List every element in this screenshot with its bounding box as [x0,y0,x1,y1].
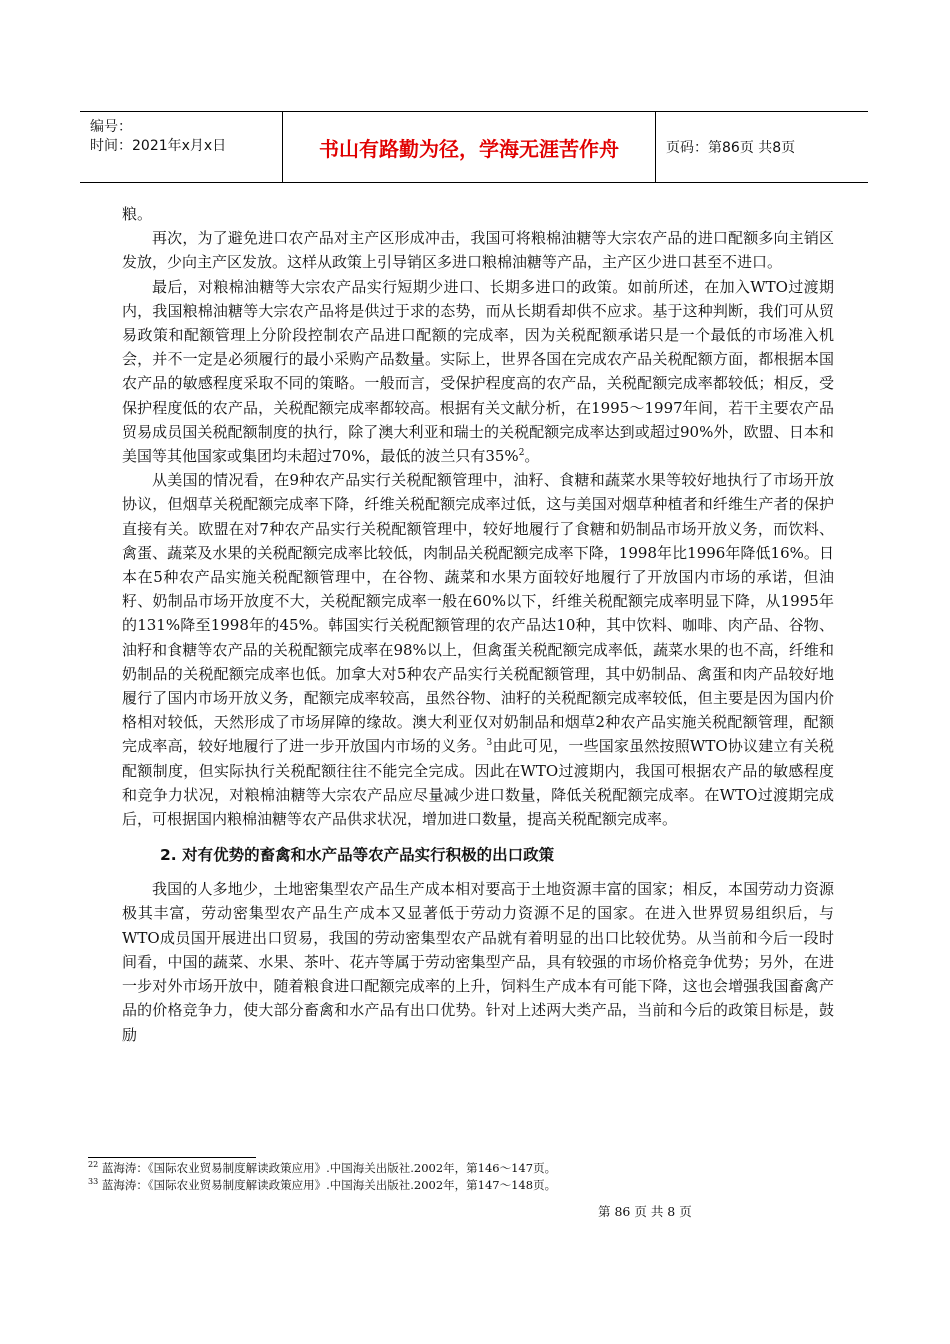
paragraph-continuation: 粮。 [122,205,153,223]
document-body [122,202,834,1047]
section-heading: 2. 对有优势的畜禽和水产品等农产品实行积极的出口政策 [160,846,555,865]
footnote-mark: 33 [88,1177,99,1187]
paragraph-main-sales-area: 再次，为了避免进口农产品对主产区形成冲击，我国可将粮棉油糖等大宗农产品的进口配额多向主销区发放，少向主产区发放。这样从政策上引导销区多进口粮棉油糖等产品，主产区少进口甚至不进口。 [122,229,834,272]
footnote-item [88,1177,848,1194]
document-time-label: 时间：2021年x月x日 [90,138,227,154]
header-page-label: 页码：第86页 共8页 [666,140,796,156]
document-number-label: 编号： [90,119,132,135]
paragraph-export-advantage: 我国的人多地少，土地密集型农产品生产成本相对要高于土地资源丰富的国家；相反，本国劳动力资源极其丰富，劳动密集型农产品生产成本又显著低于劳动力资源不足的国家。在进入世界贸易组织后，与WTO成员国开展进出口贸易，我国的劳动密集型农产品就有着明显的出口比较优势。从当前和今后一段时间看，中国的蔬菜、水果、茶叶、花卉等属于劳动密集型产品，具有较强的市场价格竞争优势；另外，在进一步对外市场开放中，随着粮食进口配额完成率的上升，饲料生产成本有可能下降，这也会增强我国畜禽产品的价格竞争力，使大部分畜禽和水产品有出口优势。针对上述两大类产品，当前和今后的政策目标是，鼓励 [122,880,834,1044]
paragraph-text: 从美国的情况看，在9种农产品实行关税配额管理中，油籽、食糖和蔬菜水果等较好地执行了市场开放协议，但烟草关税配额完成率下降，纤维关税配额完成率过低，这与美国对烟草种植者和纤维生产者的保护直接有关。欧盟在对7种农产品实行关税配额管理中，较好地履行了食糖和奶制品市场开放义务，而饮料、禽蛋、蔬菜及水果的关税配额完成率比较低，肉制品关税配额完成率下降，1998年比1996年降低16%。日本在5种农产品实施关税配额管理中，在谷物、蔬菜和水果方面较好地履行了开放国内市场的承诺，但油籽、奶制品市场开放度不大，关税配额完成率一般在60%以下，纤维关税配额完成率明显下降，从1995年的131%降至1998年的45%。韩国实行关税配额管理的农产品达10种，其中饮料、咖啡、肉产品、谷物、油籽和食糖等农产品的关税配额完成率在98%以上，但禽蛋关税配额完成率低，蔬菜水果的也不高，纤维和奶制品的关税配额完成率也低。加拿大对5种农产品实行关税配额管理，其中奶制品、禽蛋和肉产品较好地履行了国内市场开放义务，配额完成率较高，虽然谷物、油籽的关税配额完成率较低，但主要是因为国内价格相对较低，天然形成了市场屏障的缘故。澳大利亚仅对奶制品和烟草2种农产品实施关税配额管理，配额完成率高，较好地履行了进一步开放国内市场的义务。 [122,471,834,756]
paragraph-short-term-import: 最后，对粮棉油糖等大宗农产品实行短期少进口、长期多进口的政策。如前所述，在加入WTO过渡期内，我国粮棉油糖等大宗农产品将是供过于求的态势，而从长期看却供不应求。基于这种判断，我们可从贸易政策和配额管理上分阶段控制农产品进口配额的完成率，因为关税配额承诺只是一个最低的市场准入机会，并不一定是必须履行的最小采购产品数量。实际上，世界各国在完成农产品关税配额方面，都根据本国农产品的敏感程度采取不同的策略。一般而言，受保护程度高的农产品，关税配额完成率都较低；相反，受保护程度低的农产品，关税配额完成率都较高。根据有关文献分析，在1995～1997年间，若干主要农产品贸易成员国关税配额制度的执行，除了澳大利亚和瑞士的关税配额完成率达到或超过90%外，欧盟、日本和美国等其他国家或集团均未超过70%，最低的波兰只有35%$^2$。 [122,277,834,466]
footnote-ref: 3 [486,738,493,749]
footnote-item [88,1160,848,1177]
footnotes [88,1160,848,1194]
page-header [80,111,868,183]
paragraph-country-comparison [122,468,834,831]
footnote-mark: 22 [88,1160,99,1170]
header-meta [80,112,282,182]
footnote-text: 蓝海涛：《国际农业贸易制度解读政策应用》.中国海关出版社.2002年，第147～148页。 [98,1178,557,1192]
footnote-text: 蓝海涛：《国际农业贸易制度解读政策应用》.中国海关出版社.2002年，第146～147页。 [98,1161,557,1175]
footnote-divider [88,1157,256,1158]
paragraph-text: 最后，对粮棉油糖等大宗农产品实行短期少进口、长期多进口的政策。如前所述，在加入WTO过渡期内，我国粮棉油糖等大宗农产品将是供过于求的态势，而从长期看却供不应求。基于这种判断，我们可从贸易政策和配额管理上分阶段控制农产品进口配额的完成率，因为关税配额承诺只是一个最低的市场准入机会，并不一定是必须履行的最小采购产品数量。实际上，世界各国在完成农产品关税配额方面，都根据本国农产品的敏感程度采取不同的策略。一般而言，受保护程度高的农产品，关税配额完成率都较低；相反，受保护程度低的农产品，关税配额完成率都较高。根据有关文献分析，在1995～1997年间，若干主要农产品贸易成员国关税配额制度的执行，除了澳大利亚和瑞士的关税配额完成率达到或超过90%外，欧盟、日本和美国等其他国家或集团均未超过70%，最低的波兰只有35% [122,277,834,466]
page-footer: 第 86 页 共 8 页 [598,1204,692,1219]
paragraph-text: 由此可见，一些国家虽然按照WTO协议建立有关税配额制度，但实际执行关税配额往往不能完全完成。因此在WTO过渡期内，我国可根据农产品的敏感程度和竞争力状况，对粮棉油糖等大宗农产品应尽量减少进口数量，降低关税配额完成率。在WTO过渡期完成后，可根据国内粮棉油糖等农产品供求状况，增加进口数量，提高关税配额完成率。 [122,737,834,829]
header-motto: 书山有路勤为径，学海无涯苦作舟 [282,112,656,182]
footnote-ref: 2 [518,448,525,459]
